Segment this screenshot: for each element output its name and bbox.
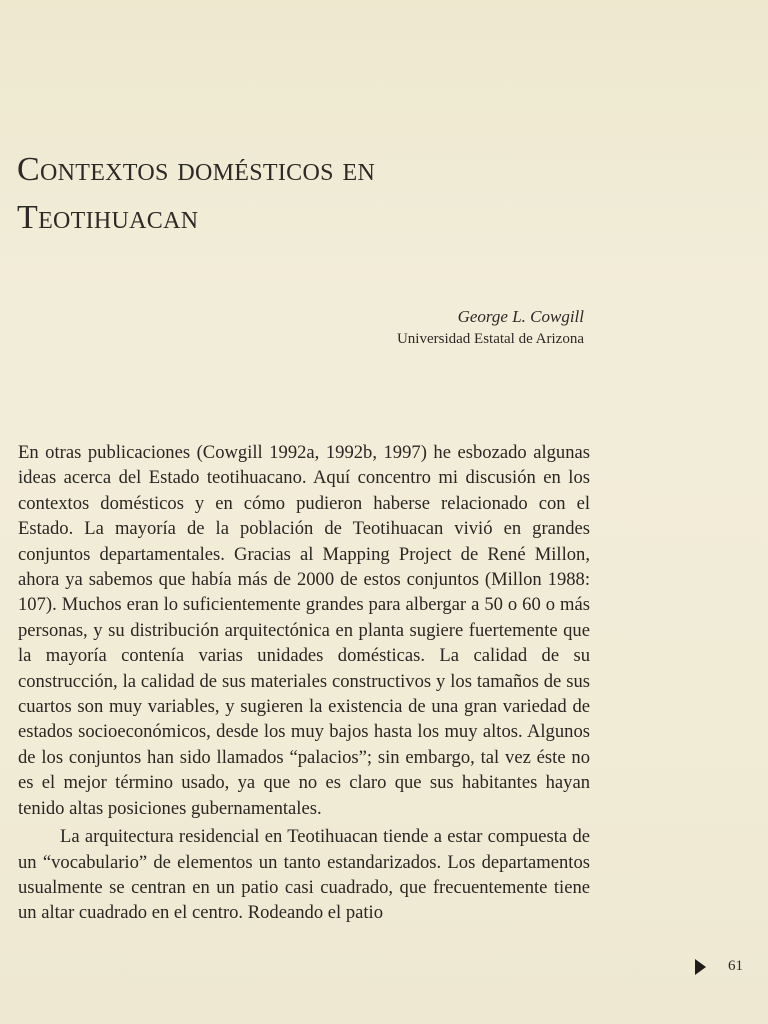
page-number: 61 — [728, 958, 743, 974]
triangle-right-icon — [695, 959, 706, 975]
author-affiliation: Universidad Estatal de Arizona — [396, 331, 584, 347]
page-footer — [695, 958, 743, 975]
article-body — [18, 440, 590, 926]
article-title-line-2: Teotihuacan — [17, 199, 199, 236]
article-title — [17, 146, 617, 242]
body-paragraph-1: En otras publicaciones (Cowgill 1992a, 1992b, 1997) he esbozado algunas ideas acerca del Estado teotihuacano. Aquí concentro mi discusión en los contextos domésticos y en cómo pudieron haberse relacionado con el Estado. La mayoría de la población de Teotihuacan vivió en grandes conjuntos departamentales. Gracias al Mapping Project de René Millon, ahora ya sabemos que había más de 2000 de estos conjuntos (Millon 1988: 107). Muchos eran lo suficientemente grandes para albergar a 50 o 60 o más personas, y su distribución arquitectónica en planta sugiere fuertemente que la mayoría contenía varias unidades domésticas. La calidad de su construcción, la calidad de sus materiales constructivos y los tamaños de sus cuartos son muy variables, y sugieren la existencia de una gran variedad de estados socioeconómicos, desde los muy bajos hasta los muy altos. Algunos de los conjuntos han sido llamados “palacios”; sin embargo, tal vez éste no es el mejor término usado, ya que no es claro que sus habitantes hayan tenido altas posiciones gubernamentales. — [18, 442, 590, 819]
body-paragraph-2: La arquitectura residencial en Teotihuacan tiende a estar compuesta de un “vocabulario” de elementos un tanto estandarizados. Los departamentos usualmente se centran en un patio casi cuadrado, que frecuentemente tiene un altar cuadrado en el centro. Rodeando el patio — [18, 826, 590, 924]
article-title-line-1: Contextos domésticos en — [17, 151, 376, 188]
author-name: George L. Cowgill — [457, 307, 584, 326]
